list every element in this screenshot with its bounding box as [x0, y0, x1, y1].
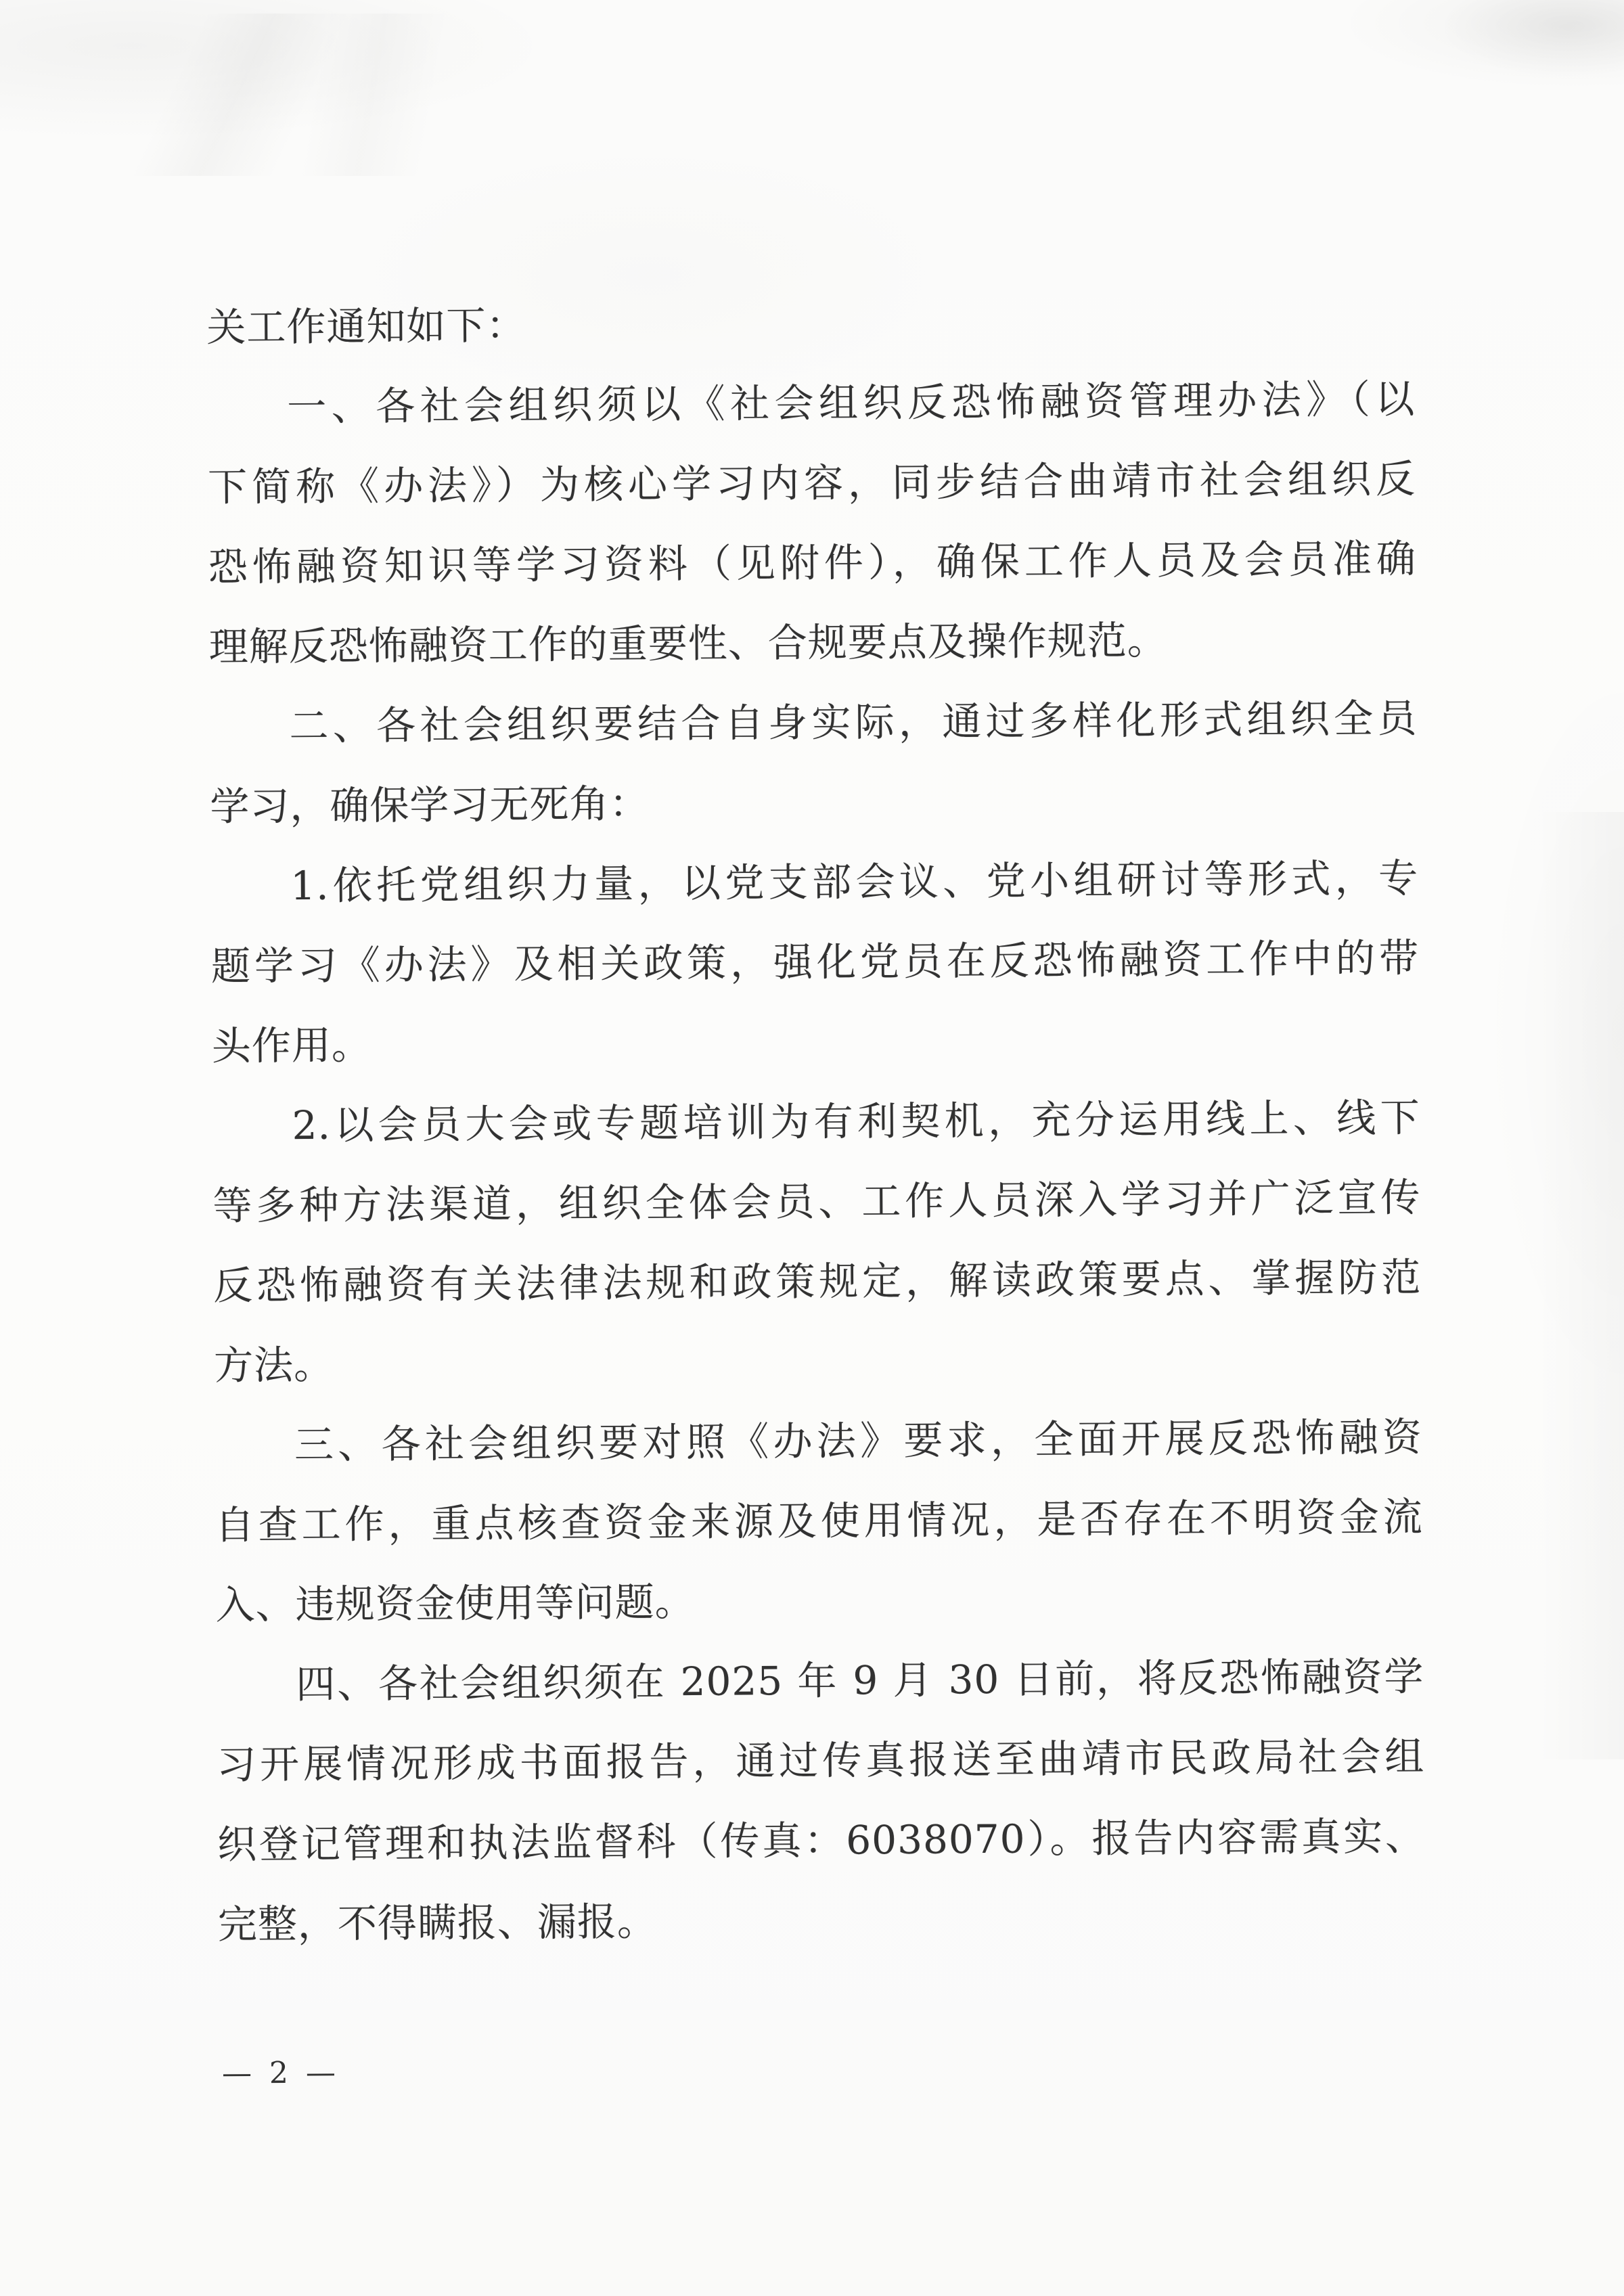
text-line: 四、各社会组织须在 2025 年 9 月 30 日前，将反恐怖融资学	[296, 1653, 1424, 1708]
text-line: 下简称《办法》）为核心学习内容，同步结合曲靖市社会组织反	[207, 455, 1416, 510]
text-line: 习开展情况形成书面报告，通过传真报送至曲靖市民政局社会组	[217, 1733, 1425, 1788]
text-line: 恐怖融资知识等学习资料（见附件），确保工作人员及会员准确	[208, 535, 1417, 590]
page-number: — 2 —	[221, 2055, 340, 2091]
scan-smudge-top-left	[27, 14, 541, 176]
text-line: 头作用。	[211, 1022, 372, 1069]
text-line: 2.以会员大会或专题培训为有利契机，充分运用线上、线下	[292, 1094, 1420, 1149]
text-line: 织登记管理和执法监督科（传真：6038070）。报告内容需真实、	[217, 1813, 1426, 1868]
text-line: 一、各社会组织须以《社会组织反恐怖融资管理办法》（以	[286, 376, 1416, 430]
text-line: 自查工作，重点核查资金来源及使用情况，是否存在不明资金流	[215, 1493, 1423, 1548]
text-line: 等多种方法渠道，组织全体会员、工作人员深入学习并广泛宣传	[212, 1174, 1421, 1229]
text-line: 方法。	[213, 1341, 334, 1389]
text-line: 二、各社会组织要结合自身实际，通过多样化形式组织全员	[289, 695, 1418, 750]
text-line: 理解反恐怖融资工作的重要性、合规要点及操作规范。	[208, 617, 1167, 670]
text-line: 题学习《办法》及相关政策，强化党员在反恐怖融资工作中的带	[210, 935, 1420, 989]
text-line: 三、各社会组织要对照《办法》要求，全面开展反恐怖融资	[294, 1414, 1423, 1468]
text-line: 学习，确保学习无死角：	[210, 780, 650, 830]
text-line: 1.依托党组织力量，以党支部会议、党小组研讨等形式，专	[290, 855, 1419, 909]
document-body	[206, 279, 1426, 1964]
text-line: 入、违规资金使用等问题。	[215, 1579, 695, 1628]
scan-smudge-right-edge	[1516, 812, 1624, 1759]
text-line: 关工作通知如下：	[206, 302, 526, 351]
text-line: 反恐怖融资有关法律法规和政策规定，解读政策要点、掌握防范	[213, 1254, 1422, 1309]
scan-smudge-top-right	[1340, 0, 1624, 135]
text-line: 完整，不得瞒报、漏报。	[217, 1898, 658, 1948]
